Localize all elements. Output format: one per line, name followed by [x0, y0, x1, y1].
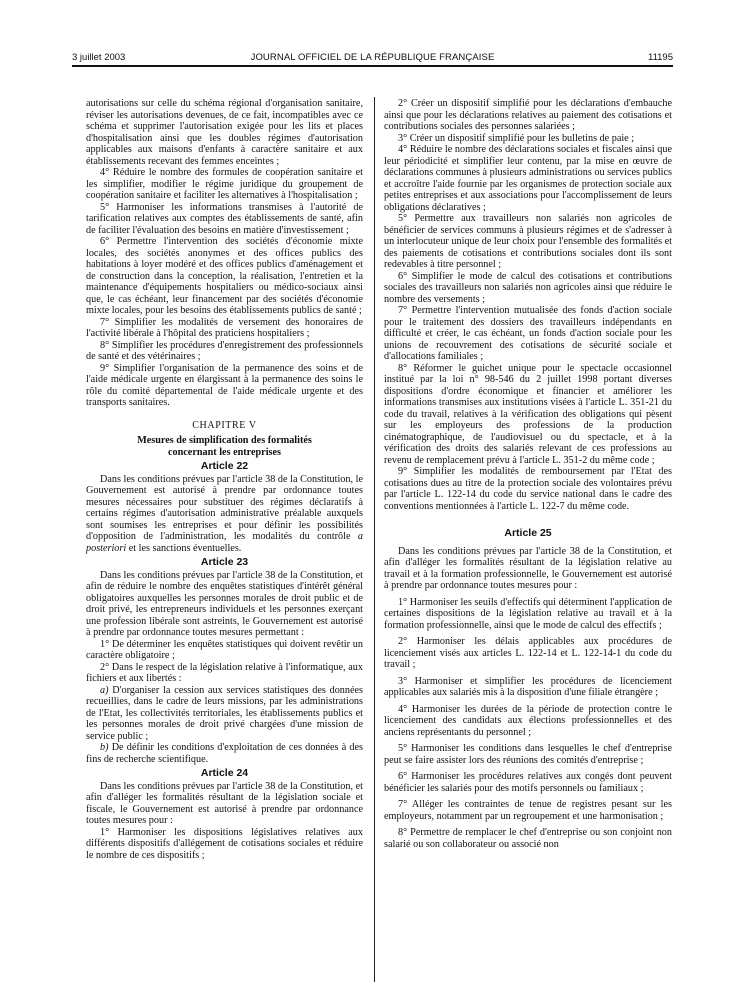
paragraph: 9° Simplifier l'organisation de la permanence des soins et de l'aide médicale urgente en élargissant à la permanence des soins le rôle du comité départemental de l'aide médicale urgente et des transports sanitaires. [86, 362, 363, 408]
paragraph: 6° Permettre l'intervention des sociétés d'économie mixte locales, des sociétés anonymes et des offices publics des habitations à loyer modéré et des offices publics d'aménagement et de construction dans la conception, la réalisation, l'entretien et la maintenance d'équipements hospitaliers ou médico-sociaux ainsi que, le cas échéant, leur financement par des sociétés d'économie mixte locales, pour les besoins des établissements publics de santé ; [86, 236, 363, 316]
paragraph: 6° Harmoniser les procédures relatives aux congés dont peuvent bénéficier les salariés pour des motifs personnels ou familiaux ; [384, 771, 672, 794]
emphasis: a posteriori [86, 531, 363, 554]
paragraph: 3° Créer un dispositif simplifié pour les bulletins de paie ; [398, 132, 635, 144]
paragraph [86, 742, 363, 765]
header-rule [72, 65, 673, 67]
paragraph: Dans les conditions prévues par l'article 38 de la Constitution, et afin d'alléger les formalités résultant de la législation relative au travail et à la formation professionnelle, le Gouvernement est autorisé à prendre par ordonnance toutes mesures pour : [384, 545, 672, 591]
paragraph [86, 685, 363, 743]
paragraph: 3° Harmoniser et simplifier les procédures de licenciement applicables aux salariés mis à la disposition d'une filiale étrangère ; [384, 675, 672, 698]
article-22-heading: Article 22 [200, 460, 249, 472]
paragraph: 4° Réduire le nombre des formules de coopération sanitaire et les simplifier, modifier le régime juridique du groupement de coopération sanitaire et faciliter les alternatives à l'hospitalisation ; [86, 167, 363, 201]
paragraph: 1° Harmoniser les seuils d'effectifs qui déterminent l'application de certaines dispositions de la législation relative au travail et à la formation professionnelle, ainsi que le mode de calcul des effectifs ; [384, 596, 672, 631]
text: Dans les conditions prévues par l'article 38 de la Constitution, le Gouvernement est autorisé à prendre par ordonnance toutes mesures nécessaires pour substituer des régimes déclaratifs à certains régimes d'autorisation administrative préalable auxquels sont soumises les entreprises et pour définir les possibilités d'opposition de l'administration, les modalités du contrôle [86, 473, 363, 542]
paragraph: autorisations sur celle du schéma régional d'organisation sanitaire, réviser les autorisations devenues, de ce fait, incompatibles avec ce schéma et supprimer l'autorisation exigée pour les lits et places d'hospitalisation ainsi que les doubles régimes d'autorisation applicables aux maisons d'enfants à caractère sanitaire et aux établissements recevant des femmes enceintes ; [86, 98, 363, 167]
article-25-body [384, 546, 672, 851]
paragraph: 2° Créer un dispositif simplifié pour les déclarations d'embauche ainsi que pour les déclarations relatives au paiement des cotisations et contributions sociales des personnes salariées ; [384, 98, 672, 132]
item-label: a) [100, 684, 109, 696]
paragraph: 1° De déterminer les enquêtes statistiques qui doivent revêtir un caractère obligatoire ; [86, 638, 363, 661]
paragraph: 1° Harmoniser les dispositions législatives relatives aux différents dispositifs d'allégement de cotisations sociales et réduire le nombre de ces dispositifs ; [86, 826, 363, 861]
paragraph: 7° Permettre l'intervention mutualisée des fonds d'action sociale pour le traitement des dossiers des travailleurs indépendants en difficulté et créer, le cas échéant, un fonds d'action sociale pour les unions de recouvrement des cotisations de sécurité sociale et d'allocations familiales ; [384, 305, 672, 362]
page-number: 11195 [647, 52, 673, 63]
paragraph: 8° Simplifier les procédures d'enregistrement des professionnels de santé et des vétérinaires ; [86, 339, 363, 362]
issue-date: 3 juillet 2003 [72, 52, 126, 63]
text: De définir les conditions d'exploitation de ces données à des fins de recherche scientifique. [86, 742, 363, 765]
text: et les sanctions éventuelles. [126, 542, 242, 554]
paragraph: 2° Harmoniser les délais applicables aux procédures de licenciement visés aux articles L. 122-14 et L. 122-14-1 du code du travail ; [384, 636, 672, 670]
chapter-title-line-2: concernant les entreprises [168, 446, 281, 458]
column-separator [374, 97, 375, 982]
paragraph: 7° Simplifier les modalités de versement des honoraires de l'activité libérale à l'hôpital des praticiens hospitaliers ; [86, 316, 363, 339]
paragraph: 5° Harmoniser les conditions dans lesquelles le chef d'entreprise peut se faire assister lors des réunions des comités d'entreprise ; [384, 743, 672, 766]
paragraph: 6° Simplifier le mode de calcul des cotisations et contributions sociales des travailleurs non salariés non agricoles ainsi que réduire le nombre des versements ; [384, 270, 672, 305]
item-label: b) [100, 742, 109, 753]
paragraph: 5° Harmoniser les informations transmises à l'autorité de tarification relatives aux comptes des établissements de santé, afin de faciliter l'évaluation des besoins en matière d'investissement ; [86, 201, 363, 236]
paragraph: 8° Permettre de remplacer le chef d'entreprise ou son conjoint non salarié ou son collaborateur ou associé non [384, 827, 672, 850]
page-header [72, 50, 673, 66]
article-22-paragraph [86, 474, 363, 555]
paragraph: 4° Réduire le nombre des déclarations sociales et fiscales ainsi que leur périodicité et simplifier leur contenu, par la mise en œuvre de déclarations communes à plusieurs administrations ou services publics et accroître l'aide fournie par les organismes de protection sociale aux petites entreprises et aux associations pour l'accomplissement de leurs obligations déclaratives ; [384, 144, 672, 213]
right-column [384, 98, 672, 855]
article-23-heading: Article 23 [200, 556, 249, 568]
chapter-heading: CHAPITRE V [192, 419, 257, 431]
paragraph: 7° Alléger les contraintes de tenue de registres pesant sur les employeurs, notamment par un regroupement et une harmonisation ; [384, 799, 672, 822]
paragraph: Dans les conditions prévues par l'article 38 de la Constitution, et afin d'alléger les formalités résultant de la législation sociale et fiscale, le Gouvernement est autorisé à prendre par ordonnance toutes mesures pour : [86, 780, 363, 826]
article-25-heading: Article 25 [504, 527, 552, 539]
chapter-title [86, 435, 363, 458]
article-24-heading: Article 24 [200, 767, 249, 779]
paragraph: 2° Dans le respect de la législation relative à l'informatique, aux fichiers et aux libertés : [86, 661, 363, 684]
text: D'organiser la cession aux services statistiques des données recueillies, dans le cadre de leurs missions, par les administrations de l'Etat, les collectivités territoriales, les établissements publics et les personnes morales de droit privé chargées d'une mission de service public ; [86, 684, 363, 742]
paragraph: 9° Simplifier les modalités de remboursement par l'Etat des cotisations dues au titre de la protection sociale des volontaires prévu par l'article L. 122-14 du code du service national dans le cadre des conventions mentionnées à l'article L. 122-7 du même code. [384, 466, 672, 512]
journal-title: JOURNAL OFFICIEL DE LA RÉPUBLIQUE FRANÇAISE [250, 52, 495, 63]
paragraph: Dans les conditions prévues par l'article 38 de la Constitution, et afin de réduire le nombre des enquêtes statistiques d'intérêt général obligatoires auxquelles les personnes morales de droit public et de droit privé, les entrepreneurs individuels et les personnes exerçant une profession libérale sont astreints, le Gouvernement est autorisé à prendre par ordonnance toutes mesures permettant : [86, 569, 363, 638]
paragraph: 5° Permettre aux travailleurs non salariés non agricoles de bénéficier de services communs à plusieurs régimes et de s'adresser à un interlocuteur unique de leur choix pour l'ensemble des formalités et des paiements de cotisations et contributions sociales dont ils sont redevables à titre personnel ; [384, 213, 672, 270]
paragraph: 4° Harmoniser les durées de la période de protection contre le licenciement des candidats aux élections professionnelles et des anciens représentants du personnel ; [384, 703, 672, 738]
left-column [86, 98, 363, 861]
chapter-title-line-1: Mesures de simplification des formalités [137, 435, 312, 446]
paragraph: 8° Réformer le guichet unique pour le spectacle occasionnel institué par la loi n° 98-546 du 2 juillet 1998 portant diverses dispositions d'ordre économique et financier et améliorer les informations transmises aux institutions visées à l'article L. 351-21 du code du travail, relatives à la vérification des obligations qui pèsent sur les employeurs des professions de la production cinématographique, de l'audiovisuel ou du spectacle, et à la vérification des droits des salariés relevant de ces professions au revenu de remplacement prévu à l'article L. 351-2 du même code ; [384, 362, 672, 466]
